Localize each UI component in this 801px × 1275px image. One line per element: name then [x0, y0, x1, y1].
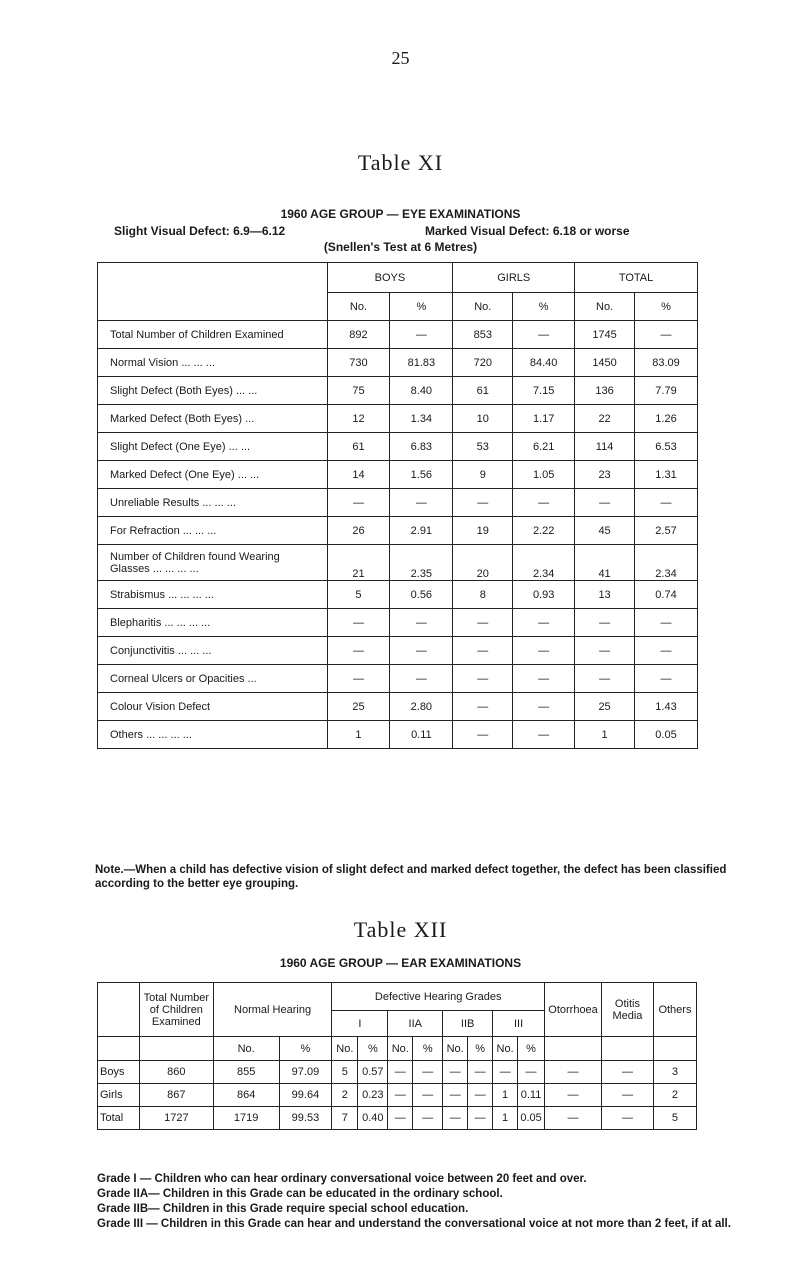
table-xi-subtitle: 1960 AGE GROUP — EYE EXAMINATIONS	[280, 207, 521, 221]
grade-iia-definition: Grade IIA— Children in this Grade can be educated in the ordinary school.	[97, 1188, 503, 1200]
table-row	[98, 637, 698, 665]
table-cell: 75	[327, 377, 390, 405]
col-header: No.	[453, 293, 513, 321]
table-cell: 0.40	[358, 1107, 388, 1130]
table-cell: 892	[327, 321, 390, 349]
col-header: No.	[213, 1037, 279, 1061]
row-label: Number of Children found Wearing Glasses ... ... ... ...	[98, 545, 328, 581]
table-cell: —	[513, 321, 575, 349]
row-label: Marked Defect (One Eye) ... ...	[98, 461, 328, 489]
table-cell: —	[513, 665, 575, 693]
table-cell: 1450	[575, 349, 635, 377]
table-cell: —	[468, 1061, 493, 1084]
col-header: %	[468, 1037, 493, 1061]
table-row	[98, 1107, 697, 1130]
table-cell: —	[327, 609, 390, 637]
normal-hearing-header: Normal Hearing	[213, 983, 332, 1037]
table-cell: —	[390, 665, 453, 693]
blank-cell	[139, 1037, 213, 1061]
table-cell: —	[513, 489, 575, 517]
table-cell: 2.35	[390, 545, 453, 581]
table-cell: 1	[327, 721, 390, 749]
table-row	[98, 545, 698, 581]
row-label: Total	[98, 1107, 140, 1130]
table-cell: 53	[453, 433, 513, 461]
table-cell: —	[327, 489, 390, 517]
table-cell: 81.83	[390, 349, 453, 377]
table-cell: 13	[575, 581, 635, 609]
table-cell: 0.05	[518, 1107, 545, 1130]
table-cell: 6.53	[635, 433, 698, 461]
row-label: Others ... ... ... ...	[98, 721, 328, 749]
grade-iia-header: IIA	[388, 1011, 443, 1037]
table-cell: —	[453, 721, 513, 749]
col-header: %	[518, 1037, 545, 1061]
col-header: No.	[443, 1037, 468, 1061]
ear-exam-table	[97, 982, 697, 1130]
table-cell: —	[453, 609, 513, 637]
table-cell: 8	[453, 581, 513, 609]
row-label: Boys	[98, 1061, 140, 1084]
table-cell: —	[513, 609, 575, 637]
table-cell: —	[493, 1061, 518, 1084]
table-cell: 19	[453, 517, 513, 545]
table-cell: 5	[332, 1061, 358, 1084]
table-cell: 8.40	[390, 377, 453, 405]
table-cell: 3	[653, 1061, 696, 1084]
row-label: Girls	[98, 1084, 140, 1107]
col-header: %	[635, 293, 698, 321]
table-cell: 0.93	[513, 581, 575, 609]
table-cell: 0.11	[390, 721, 453, 749]
snellen-note: (Snellen's Test at 6 Metres)	[323, 240, 478, 254]
table-cell: 1.56	[390, 461, 453, 489]
table-cell: —	[468, 1107, 493, 1130]
table-cell: —	[453, 693, 513, 721]
table-cell: —	[518, 1061, 545, 1084]
table-row	[98, 665, 698, 693]
blank-header-cell	[98, 263, 328, 321]
eye-exam-body	[98, 321, 698, 749]
row-label: For Refraction ... ... ...	[98, 517, 328, 545]
table-cell: —	[443, 1084, 468, 1107]
others-header: Others	[653, 983, 696, 1037]
table-cell: 41	[575, 545, 635, 581]
blank-cell	[98, 1037, 140, 1061]
table-cell: —	[388, 1107, 413, 1130]
table-cell: —	[635, 665, 698, 693]
col-header: No.	[575, 293, 635, 321]
table-cell: —	[453, 665, 513, 693]
table-cell: 1.43	[635, 693, 698, 721]
table-cell: 5	[327, 581, 390, 609]
blank-cell	[653, 1037, 696, 1061]
row-label: Unreliable Results ... ... ...	[98, 489, 328, 517]
col-header: No.	[493, 1037, 518, 1061]
table-xii-subtitle: 1960 AGE GROUP — EAR EXAMINATIONS	[279, 956, 522, 970]
table-cell: —	[390, 637, 453, 665]
table-cell: 0.11	[518, 1084, 545, 1107]
table-cell: 7.79	[635, 377, 698, 405]
blank-cell	[545, 1037, 602, 1061]
table-cell: —	[575, 489, 635, 517]
table-cell: —	[390, 609, 453, 637]
table-cell: —	[602, 1107, 654, 1130]
girls-header: GIRLS	[453, 263, 575, 293]
table-cell: 7.15	[513, 377, 575, 405]
table-cell: 61	[327, 433, 390, 461]
table-cell: —	[575, 665, 635, 693]
table-cell: 25	[327, 693, 390, 721]
table-cell: 2.34	[635, 545, 698, 581]
col-header: %	[413, 1037, 443, 1061]
col-header: %	[390, 293, 453, 321]
table-row	[98, 321, 698, 349]
grade-i-header: I	[332, 1011, 388, 1037]
table-cell: —	[327, 637, 390, 665]
table-cell: 864	[213, 1084, 279, 1107]
table-cell: 1745	[575, 321, 635, 349]
marked-defect-def: Marked Visual Defect: 6.18 or worse	[425, 224, 630, 238]
table-cell: —	[443, 1107, 468, 1130]
table-cell: 14	[327, 461, 390, 489]
table-cell: —	[390, 489, 453, 517]
table-cell: —	[635, 321, 698, 349]
table-cell: 853	[453, 321, 513, 349]
table-row	[98, 461, 698, 489]
col-header: %	[513, 293, 575, 321]
grade-definitions	[97, 1172, 737, 1232]
table-cell: 1.05	[513, 461, 575, 489]
row-label: Conjunctivitis ... ... ...	[98, 637, 328, 665]
table-cell: 1	[493, 1107, 518, 1130]
grade-iii-definition: Grade III — Children in this Grade can hear and understand the conversational voice at not more than 2 feet, if at all.	[97, 1218, 731, 1230]
table-row	[98, 517, 698, 545]
table-cell: —	[602, 1084, 654, 1107]
table-cell: 2	[332, 1084, 358, 1107]
table-cell: 7	[332, 1107, 358, 1130]
table-cell: 99.64	[279, 1084, 332, 1107]
table-cell: 2.80	[390, 693, 453, 721]
table-cell: 6.21	[513, 433, 575, 461]
table-cell: —	[545, 1084, 602, 1107]
table-cell: 0.74	[635, 581, 698, 609]
table-cell: —	[327, 665, 390, 693]
table-cell: 22	[575, 405, 635, 433]
otorrhoea-header: Otorrhoea	[545, 983, 602, 1037]
table-cell: 0.05	[635, 721, 698, 749]
table-cell: —	[635, 637, 698, 665]
table-cell: 1.17	[513, 405, 575, 433]
table-cell: 0.23	[358, 1084, 388, 1107]
table-cell: —	[443, 1061, 468, 1084]
table-cell: —	[575, 609, 635, 637]
table-cell: 860	[139, 1061, 213, 1084]
boys-header: BOYS	[327, 263, 453, 293]
col-header: No.	[327, 293, 390, 321]
table-row	[98, 349, 698, 377]
table-xi-title: Table XI	[357, 150, 444, 175]
defective-hearing-header: Defective Hearing Grades	[332, 983, 545, 1011]
table-cell: 2.57	[635, 517, 698, 545]
table-cell: 136	[575, 377, 635, 405]
table-cell: —	[602, 1061, 654, 1084]
table-cell: 10	[453, 405, 513, 433]
table-cell: —	[390, 321, 453, 349]
group-header-row	[98, 263, 698, 293]
row-label: Blepharitis ... ... ... ...	[98, 609, 328, 637]
table-cell: 61	[453, 377, 513, 405]
table-cell: —	[453, 637, 513, 665]
table-cell: 720	[453, 349, 513, 377]
table-cell: 1	[575, 721, 635, 749]
otitis-media-header: Otitis Media	[602, 983, 654, 1037]
col-header: %	[358, 1037, 388, 1061]
table-row	[98, 609, 698, 637]
table-cell: 2.91	[390, 517, 453, 545]
page-number: 25	[391, 48, 410, 68]
table-row	[98, 377, 698, 405]
table-cell: 855	[213, 1061, 279, 1084]
table-cell: 1.26	[635, 405, 698, 433]
total-examined-header: Total Number of Children Examined	[139, 983, 213, 1037]
table-cell: 97.09	[279, 1061, 332, 1084]
table-cell: 5	[653, 1107, 696, 1130]
row-label: Marked Defect (Both Eyes) ...	[98, 405, 328, 433]
table-cell: 1.31	[635, 461, 698, 489]
table-cell: —	[413, 1107, 443, 1130]
table-cell: 25	[575, 693, 635, 721]
table-row	[98, 405, 698, 433]
table-cell: —	[513, 637, 575, 665]
row-label: Slight Defect (Both Eyes) ... ...	[98, 377, 328, 405]
grade-iii-header: III	[493, 1011, 545, 1037]
table-cell: —	[545, 1107, 602, 1130]
table-cell: 20	[453, 545, 513, 581]
table-xi-note: Note.—When a child has defective vision of slight defect and marked defect together, the defect has been classified according to the better eye grouping.	[95, 864, 727, 890]
table-cell: —	[513, 721, 575, 749]
table-cell: 12	[327, 405, 390, 433]
table-cell: —	[635, 609, 698, 637]
table-cell: 1727	[139, 1107, 213, 1130]
table-cell: 26	[327, 517, 390, 545]
table-xii-title: Table XII	[353, 917, 448, 942]
ear-exam-body	[98, 1061, 697, 1130]
table-row	[98, 489, 698, 517]
table-row	[98, 433, 698, 461]
table-cell: 0.57	[358, 1061, 388, 1084]
table-cell: —	[575, 637, 635, 665]
row-label: Slight Defect (One Eye) ... ...	[98, 433, 328, 461]
row-label: Strabismus ... ... ... ...	[98, 581, 328, 609]
table-cell: 730	[327, 349, 390, 377]
row-label: Normal Vision ... ... ...	[98, 349, 328, 377]
table-row	[98, 581, 698, 609]
table-cell: —	[545, 1061, 602, 1084]
table-row	[98, 721, 698, 749]
table-cell: 1.34	[390, 405, 453, 433]
slight-defect-def: Slight Visual Defect: 6.9—6.12	[114, 224, 286, 238]
table-cell: —	[413, 1061, 443, 1084]
table-cell: —	[413, 1084, 443, 1107]
total-header: TOTAL	[575, 263, 698, 293]
table-cell: 21	[327, 545, 390, 581]
table-cell: 1	[493, 1084, 518, 1107]
row-label: Colour Vision Defect	[98, 693, 328, 721]
blank-header-cell	[98, 983, 140, 1037]
eye-exam-table	[97, 262, 698, 749]
row-label: Corneal Ulcers or Opacities ...	[98, 665, 328, 693]
grade-iib-header: IIB	[443, 1011, 493, 1037]
col-header: No.	[388, 1037, 413, 1061]
table-cell: 99.53	[279, 1107, 332, 1130]
table-cell: —	[453, 489, 513, 517]
table-cell: 0.56	[390, 581, 453, 609]
table-cell: —	[513, 693, 575, 721]
grade-i-definition: Grade I — Children who can hear ordinary conversational voice between 20 feet and over.	[97, 1173, 587, 1185]
table-cell: 83.09	[635, 349, 698, 377]
col-header: No.	[332, 1037, 358, 1061]
table-cell: 2.22	[513, 517, 575, 545]
table-cell: 114	[575, 433, 635, 461]
table-cell: 6.83	[390, 433, 453, 461]
table-cell: 2	[653, 1084, 696, 1107]
table-cell: 45	[575, 517, 635, 545]
blank-cell	[602, 1037, 654, 1061]
row-label: Total Number of Children Examined	[98, 321, 328, 349]
table-cell: —	[388, 1084, 413, 1107]
table-cell: —	[388, 1061, 413, 1084]
table-cell: 84.40	[513, 349, 575, 377]
table-row	[98, 1084, 697, 1107]
table-cell: 1719	[213, 1107, 279, 1130]
table-cell: 2.34	[513, 545, 575, 581]
table-cell: 867	[139, 1084, 213, 1107]
table-cell: 9	[453, 461, 513, 489]
grade-iib-definition: Grade IIB— Children in this Grade require special school education.	[97, 1203, 469, 1215]
table-cell: —	[635, 489, 698, 517]
table-cell: 23	[575, 461, 635, 489]
table-cell: —	[468, 1084, 493, 1107]
table-row	[98, 1061, 697, 1084]
col-header: %	[279, 1037, 332, 1061]
table-row	[98, 693, 698, 721]
